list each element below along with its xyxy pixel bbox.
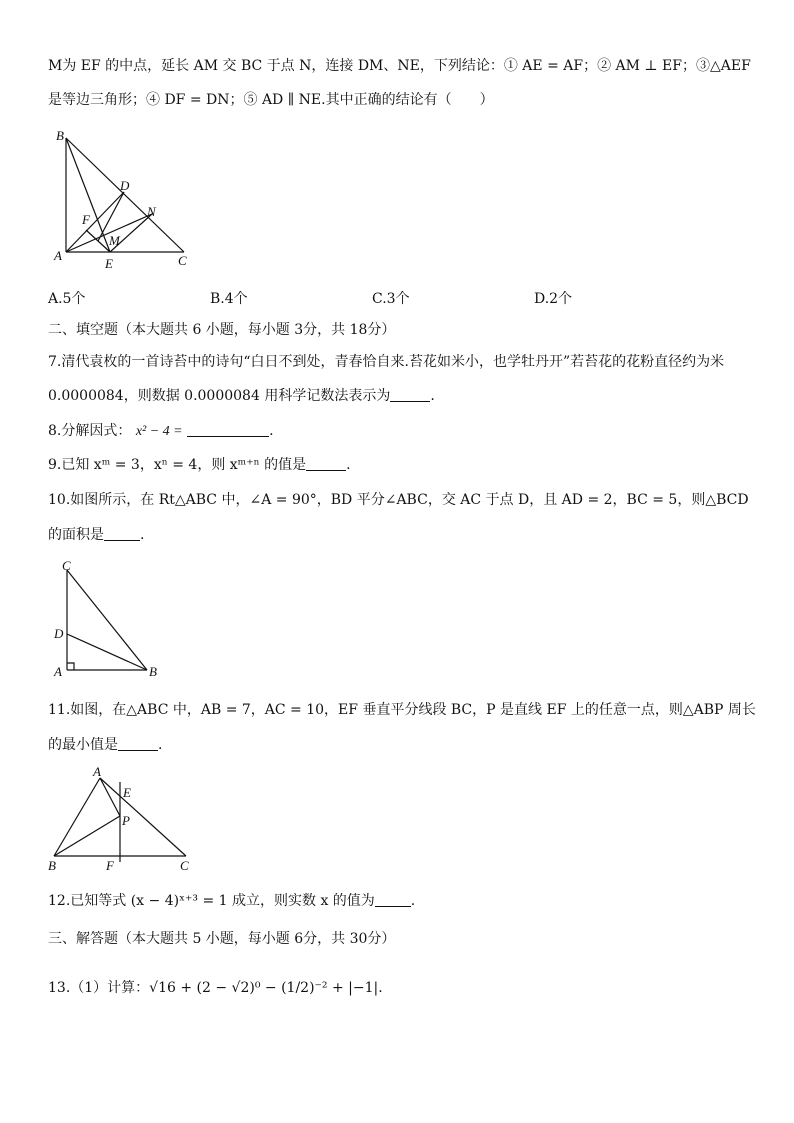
q9-line: 9.已知 xᵐ = 3，xⁿ = 4，则 xᵐ⁺ⁿ 的值是 . — [48, 457, 351, 473]
q13-line: 13.（1）计算：√16 + (2 − √2)⁰ − (1/2)⁻² + |−1|. — [48, 980, 383, 996]
q9-text: 9.已知 xᵐ = 3，xⁿ = 4，则 xᵐ⁺ⁿ 的值是 — [48, 457, 307, 473]
q6-option-d: D.2个 — [534, 291, 573, 307]
q10-line-2: 的面积是 . — [48, 527, 145, 543]
q11-label-p: P — [122, 813, 130, 828]
q8-prefix: 8.分解因式： — [48, 423, 132, 439]
q10-label-a: A — [54, 664, 62, 679]
q7-line-2-text: 0.0000084，则数据 0.0000084 用科学记数法表示为 — [48, 388, 391, 404]
q7-line-2: 0.0000084，则数据 0.0000084 用科学记数法表示为 . — [48, 388, 435, 404]
q10-label-b: B — [149, 664, 157, 679]
q11-line-2-text: 的最小值是 — [48, 737, 118, 753]
q6-label-b: B — [56, 128, 64, 143]
q7-answer-blank[interactable] — [390, 387, 430, 402]
q6-label-e: E — [105, 256, 113, 271]
q11-label-c: C — [180, 858, 189, 873]
q10-label-d: D — [54, 626, 64, 641]
q11-label-b: B — [48, 858, 56, 873]
q11-label-f: F — [106, 858, 114, 873]
q11-label-a: A — [93, 764, 101, 779]
q11-figure — [44, 762, 194, 874]
q6-line-1: M为 EF 的中点，延长 AM 交 BC 于点 N，连接 DM、NE，下列结论：① AE = AF；② AM ⊥ EF；③△AEF — [48, 58, 751, 74]
q6-label-m: M — [109, 233, 120, 248]
section2-heading: 二、填空题（本大题共 6 小题，每小题 3分，共 18分） — [48, 322, 396, 338]
q6-label-a: A — [54, 248, 62, 263]
q10-answer-blank[interactable] — [104, 526, 140, 541]
section3-heading: 三、解答题（本大题共 5 小题，每小题 6分，共 30分） — [48, 931, 396, 947]
q10-figure — [50, 556, 170, 684]
q6-figure — [50, 124, 200, 272]
q6-label-f: F — [82, 212, 90, 227]
q8-line: 8.分解因式： x² − 4 = . — [48, 423, 274, 439]
q6-option-a: A.5个 — [48, 291, 86, 307]
q10-line-1: 10.如图所示，在 Rt△ABC 中，∠A = 90°，BD 平分∠ABC，交 AC 于点 D，且 AD = 2，BC = 5，则△BCD — [48, 492, 749, 508]
q11-answer-blank[interactable] — [118, 736, 158, 751]
q6-option-c: C.3个 — [372, 291, 410, 307]
q6-label-n: N — [147, 204, 156, 219]
q10-line-2-text: 的面积是 — [48, 527, 104, 543]
q6-label-c: C — [178, 253, 187, 268]
q6-option-b: B.4个 — [210, 291, 248, 307]
q11-label-e: E — [123, 785, 131, 800]
q11-line-1: 11.如图，在△ABC 中，AB = 7，AC = 10，EF 垂直平分线段 BC，P 是直线 EF 上的任意一点，则△ABP 周长 — [48, 702, 756, 718]
q12-text: 12.已知等式 (x − 4)ˣ⁺³ = 1 成立，则实数 x 的值为 — [48, 893, 375, 909]
q12-line: 12.已知等式 (x − 4)ˣ⁺³ = 1 成立，则实数 x 的值为 . — [48, 893, 416, 909]
q11-line-2: 的最小值是 . — [48, 737, 163, 753]
q8-expression: x² − 4 = — [135, 424, 183, 439]
q6-line-2: 是等边三角形；④ DF = DN；⑤ AD ∥ NE.其中正确的结论有（ ） — [48, 92, 494, 108]
q9-answer-blank[interactable] — [306, 456, 346, 471]
q8-answer-blank[interactable] — [187, 422, 269, 437]
q10-label-c: C — [62, 558, 71, 573]
q12-answer-blank[interactable] — [375, 892, 411, 907]
q7-line-1: 7.清代袁枚的一首诗苔中的诗句“白日不到处，青春恰自来.苔花如米小，也学牡丹开”若苔花的花粉直径约为米 — [48, 354, 725, 370]
q6-label-d: D — [120, 178, 130, 193]
